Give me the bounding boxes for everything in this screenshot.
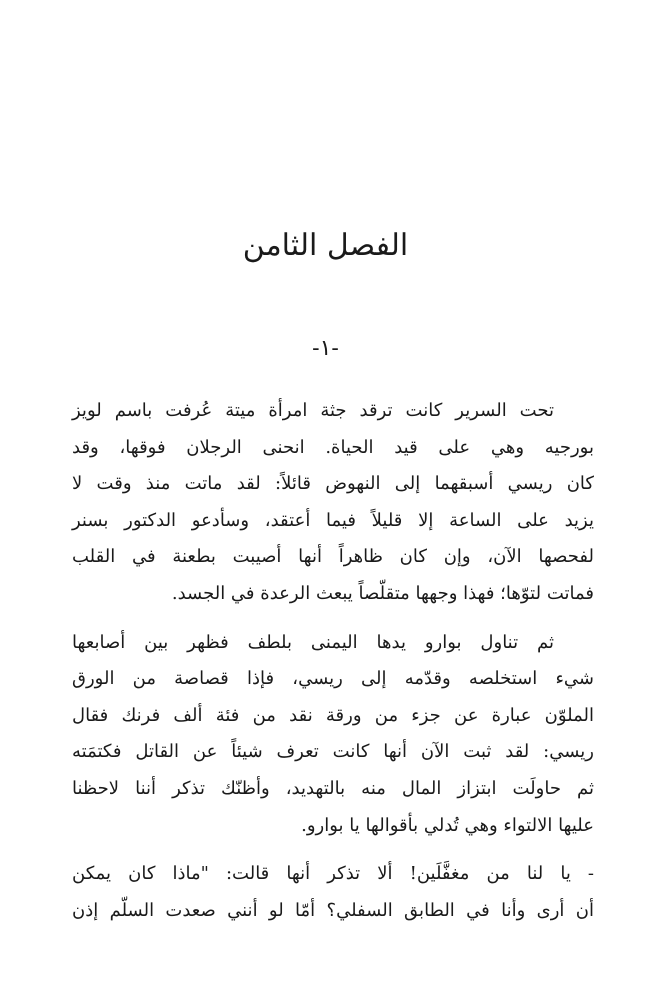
text-line: بورجيه وهي على قيد الحياة. انحنى الرجلان فوقها، وقد [72, 436, 594, 458]
text-line: ثم تناول بوارو يدها اليمنى بلطف فظهر بين أصابعها [72, 631, 554, 653]
section-number: -١- [312, 336, 339, 361]
text-line: أن أرى وأنا في الطابق السفلي؟ أمّا لو أنني صعدت السلّم إذن [72, 899, 594, 921]
text-line: - يا لنا من مغفَّلَين! ألا تذكر أنها قالت: "ماذا كان يمكن [72, 863, 594, 885]
paragraph-2 [72, 625, 594, 845]
text-line: ثم حاولَت ابتزاز المال منه بالتهديد، وأظنّك تذكر أننا لاحظنا [72, 777, 594, 799]
text-line: تحت السرير كانت ترقد جثة امرأة ميتة عُرفت باسم لويز [72, 400, 554, 421]
text-line: الملوّن عبارة عن جزء من ورقة نقد من فئة ألف فرنك فقال [72, 704, 594, 726]
paragraph-1 [72, 393, 594, 613]
text-line: كان ريسي أسبقهما إلى النهوض قائلاً: لقد ماتت منذ وقت لا [72, 473, 594, 495]
text-line: يزيد على الساعة إلا قليلاً فيما أعتقد، وسأدعو الدكتور بسنر [72, 509, 594, 531]
text-line: ريسي: لقد ثبت الآن أنها كانت تعرف شيئاً عن القاتل فكتمَته [72, 741, 594, 763]
chapter-title: الفصل الثامن [242, 228, 409, 263]
paragraph-3 [72, 856, 594, 929]
text-line: فماتت لتوّها؛ فهذا وجهها متقلّصاً يبعث الرعدة في الجسد. [171, 582, 594, 604]
text-line: لفحصها الآن، وإن كان ظاهراً أنها أصيبت بطعنة في القلب [72, 546, 594, 568]
text-line: شيء استخلصه وقدّمه إلى ريسي، فإذا قصاصة من الورق [72, 668, 594, 690]
body-text [72, 393, 594, 929]
text-line: عليها الالتواء وهي تُدلي بأقوالها يا بوارو. [301, 814, 594, 836]
